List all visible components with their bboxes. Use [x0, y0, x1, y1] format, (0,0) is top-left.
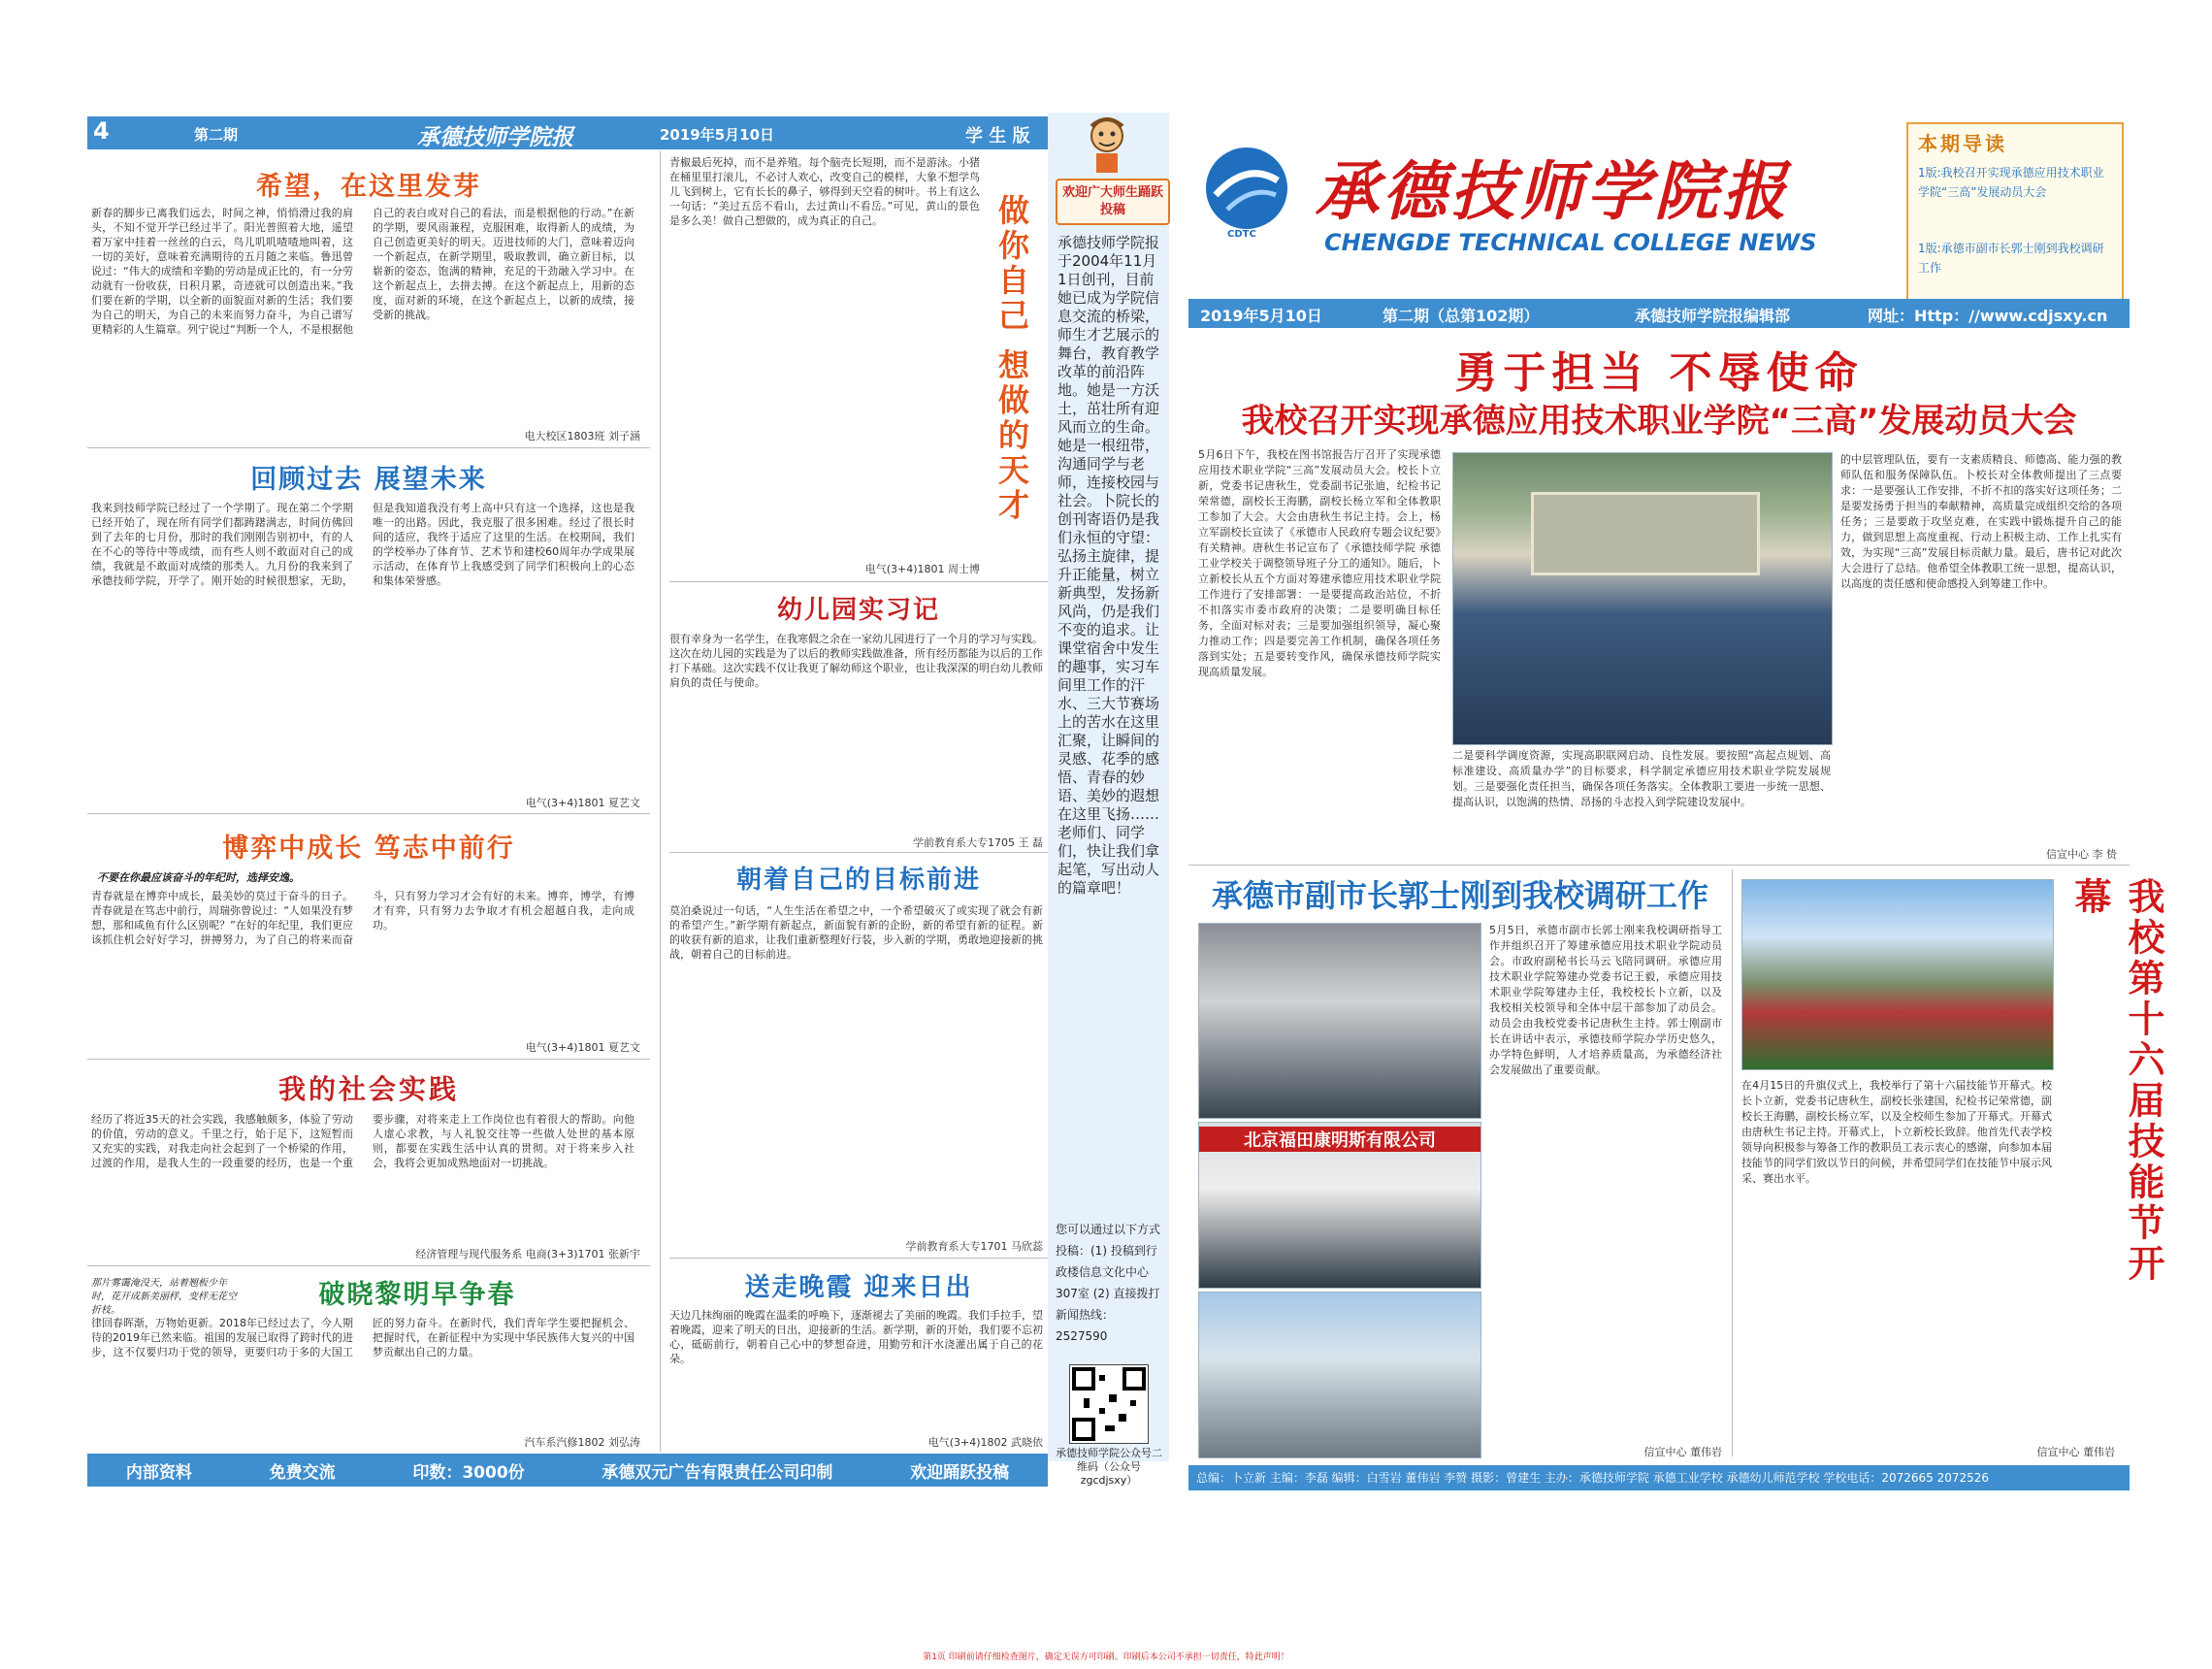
- divider: [1188, 865, 2130, 866]
- qr-caption: 承德技师学院公众号二维码（公众号 zgcdjsxy）: [1056, 1447, 1162, 1487]
- headline-body-cont: 二是要科学调度资源，实现高职联网启动、良性发展。要按照“高起点规划、高标准建设、高质量办学”的目标要求，科学制定承德应用技术职业学院发展规划。三是要强化责任担当，确保各项任务落实。全体教职工要进一步统一思想、提高认识，以饱满的热情、昂扬的斗志投入到学院建设发展中。: [1452, 749, 1831, 808]
- right-footer-bar: 总编：卜立新 主编：李磊 编辑：白雪岩 董伟岩 李赞 摄影：曾建生 主办：承德技师学院 承德工业学校 承德幼儿师范学校 学校电话：2072665 2072526: [1188, 1465, 2130, 1490]
- article-title: 我的社会实践: [277, 1073, 459, 1105]
- article-body: 莫泊桑说过一句话，“人生生活在希望之中，一个希望破灭了或实现了就会有新的希望产生。”新学期有新起点，新面貌有新的企盼，新的希望有新的征程。新的收获有新的追求，让我们重新整理好行装，步入新的学期，勇敢地迎接新的挑战，朝着自己的目标前进。: [669, 904, 1043, 961]
- article-title: 朝着自己的目标前进: [735, 866, 981, 895]
- article-byline: 汽车系汽修1802 刘弘涛: [524, 1436, 640, 1449]
- left-header-bar: [87, 116, 1048, 149]
- footer-item: 免费交流: [269, 1462, 336, 1483]
- qr-code: [1069, 1364, 1149, 1444]
- article-body: 天边几抹绚丽的晚霞在温柔的呼唤下，逐渐褪去了美丽的晚霞。我们手拉手，望着晚霞，迎来了明天的日出，迎接新的生活。新学期，新的开始，我们要不忘初心，砥砺前行，朝着自己心中的梦想奋进，用勤劳和汗水浇灌出属于自己的花朵。: [669, 1309, 1043, 1365]
- vice-mayor-title: 承德市副市长郭士刚到我校调研工作: [1211, 877, 1708, 914]
- left-date: 2019年5月10日: [660, 126, 775, 144]
- visit-photo-1: [1198, 923, 1481, 1119]
- article-title: 博弈中成长 笃志中前行: [222, 834, 515, 864]
- divider: [87, 1059, 650, 1060]
- sports-body: 在4月15日的升旗仪式上，我校举行了第十六届技能节开幕式。校长卜立新，党委书记唐秋生，副校长张建国，纪检书记荣常德，副校长王海鹏，副校长杨立军，以及全校师生参加了开幕式。开幕式由唐秋生书记主持。开幕式上，卜立新校长致辞。他首先代表学校领导向积极参与筹备工作的教职员工表示衷心的感谢，向参加本届技能节的同学们致以节日的问候，并希望同学们在技能节中展示风采、赛出水平。: [1741, 1079, 2052, 1185]
- left-issue: 第二期: [194, 126, 239, 144]
- photo-detail: [1531, 492, 1760, 575]
- logo-text: CDTC: [1227, 229, 1256, 240]
- article-byline: 经济管理与现代服务系 电商(3+3)1701 张新宇: [415, 1248, 640, 1260]
- visit-photo-2: [1198, 1122, 1481, 1289]
- print-notice: 第1页 印刷前请仔细检查图片，确定无误方可印刷。印刷后本公司不承担一切责任，特此声明！: [923, 1653, 1289, 1662]
- column-divider: [1732, 869, 1733, 1456]
- divider: [87, 1265, 650, 1266]
- left-masthead: 承德技师学院报: [417, 125, 573, 150]
- article-byline: 学前教育系大专1701 马欣蕊: [905, 1240, 1043, 1253]
- visit-photo-3: [1198, 1292, 1481, 1458]
- sports-byline: 信宣中心 董伟岩: [2036, 1446, 2115, 1458]
- college-logo-icon: [1198, 142, 1295, 239]
- meeting-photo: [1452, 452, 1833, 745]
- info-date: 2019年5月10日: [1200, 307, 1322, 325]
- headline-line2: 我校召开实现承德应用技术职业学院“三高”发展动员大会: [1241, 402, 2077, 441]
- article-body: 我来到技师学院已经过了一个学期了。现在第二个学期已经开始了，现在所有同学们都踌躇满志，时间仿佛回到了去年的七月份，那时的我们刚刚告别初中，有的人在不心的等待中等成绩，而有些人则不敢面对自己的成绩，我就是不敢面对成绩的那类人。九月份的我来到了承德技师学院，开学了。刚开始的时候很想家，无助，但是我知道我没有考上高中只有这一个选择，这也是我唯一的出路。因此，我克服了很多困难。经过了很长时间的适应，我终于适应了这里的生活。在校期间，我们的学校举办了体育节、艺术节和建校60周年办学成果展示活动，在体育节上我感受到了同学们积极向上的心态和集体荣誉感。: [91, 502, 634, 587]
- preview-title: 本期导读: [1918, 132, 2007, 155]
- article-byline: 电气(3+4)1801 周士博: [864, 563, 980, 575]
- column-divider: [660, 151, 661, 1452]
- footer-item: 印数：3000份: [412, 1462, 525, 1483]
- spine-contact: 您可以通过以下方式投稿：(1) 投稿到行政楼信息文化中心307室 (2) 直接拨打新闻热线：2527590: [1056, 1223, 1161, 1343]
- stadium-photo: [1741, 879, 2054, 1070]
- article-byline: 电大校区1803班 刘子涵: [524, 430, 640, 442]
- preview-box: [1906, 122, 2124, 301]
- info-website: 网址：Http：//www.cdjsxy.cn: [1868, 307, 2108, 325]
- article-body: 很有幸身为一名学生，在我寒假之余在一家幼儿园进行了一个月的学习与实践。这次在幼儿园的实践是为了以后的教师实践做准备，所有经历都能为以后的工作打下基础。这次实践不仅让我更了解幼师这个职业，也让我深深的明白幼儿教师肩负的责任与使命。: [669, 633, 1043, 689]
- sports-title: 我校第十六届技能节开幕: [2068, 877, 2164, 1285]
- spine-panel: [1048, 113, 1169, 1487]
- preview-item: 1版:我校召开实现承德应用技术职业学院“三高”发展动员大会: [1918, 166, 2104, 199]
- article-byline: 电气(3+4)1802 武晓依: [927, 1436, 1043, 1449]
- spine-intro: 承德技师学院报于2004年11月1日创刊，目前她已成为学院信息交流的桥梁，师生才艺展示的舞台，教育教学改革的前沿阵地。她是一方沃土，茁壮所有迎风而立的生命。她是一根纽带，沟通同学与老师，连接校园与社会。卜院长的创刊寄语仍是我们永恒的守望：弘扬主旋律，提升正能量，树立新典型，发扬新风尚，仍是我们不变的追求。让课堂宿舍中发生的趣事，实习车间里工作的汗水、三大节赛场上的苦水在这里汇聚，让瞬间的灵感、花季的感悟、青春的妙语、美妙的遐想在这里飞扬……老师们、同学们，快让我们拿起笔，写出动人的篇章吧！: [1057, 234, 1160, 897]
- headline-body-right: 的中层管理队伍，要有一支素质精良、师德高、能力强的教师队伍和服务保障队伍。卜校长对全体教师提出了三点要求：一是要强认工作安排，不折不扣的落实好这项任务；二是要发扬勇于担当的奉献精神，高质量完成组织交给的各项任务；三是要敢于攻坚克难，在实践中锻炼提升自己的能力，做到思想上高度重视、行动上积极主动、工作上扎实有效，为实现“三高”发展目标贡献力量。最后，唐书记对此次大会进行了总结。他希望全体教职工统一思想，提高认识，以高度的责任感和使命感投入到筹建工作中。: [1840, 453, 2122, 590]
- article-title: 破晓黎明早争春: [318, 1280, 516, 1310]
- footer-item: 内部资料: [125, 1462, 192, 1483]
- article-byline: 电气(3+4)1801 夏艺文: [525, 797, 640, 809]
- divider: [87, 447, 650, 448]
- english-name: CHENGDE TECHNICAL COLLEGE NEWS: [1324, 229, 1817, 256]
- article-body: 青椒最后死掉，而不是养殖。每个脑壳长短期，而不是游泳。小猪在桶里里打滚儿，不必讨人欢心，改变自己的模样，大象不想学鸟儿飞到树上，它有长长的鼻子，够得到天空看的树叶。书上有这么一句话：“美过五岳不看山，去过黄山不看岳。”可见，黄山的景色是多么美！做自己想做的，成为真正的自己。: [669, 156, 980, 227]
- article-title: 希望，在这里发芽: [256, 172, 481, 202]
- vice-mayor-body: 5月5日，承德市副市长郭士刚来我校调研指导工作并组织召开了筹建承德应用技术职业学院动员会。市政府副秘书长马云飞陪同调研。承德应用技术职业学院筹建办党委书记王毅，承德应用技术职业学院筹建办主任，我校校长卜立新，以及我校相关校领导和全体中层干部参加了动员会。动员会由我校党委书记唐秋生主持。郭士刚副市长在讲话中表示，承德技师学院办学历史悠久，办学特色鲜明，人才培养质量高，为承德经济社会发展做出了重要贡献。: [1489, 924, 1722, 1076]
- article-byline: 学前教育系大专1705 王 磊: [913, 836, 1043, 849]
- divider: [87, 813, 650, 814]
- vice-mayor-byline: 信宣中心 董伟岩: [1643, 1446, 1722, 1458]
- divider: [669, 852, 1048, 853]
- article-subtitle: 那片雾霭淹没天，站着翘板少年时，花开成新美丽样，变样无花空折枝。: [91, 1278, 237, 1316]
- article-title: 幼儿园实习记: [776, 596, 940, 625]
- cartoon-icon: [1083, 116, 1131, 175]
- info-bar: [1188, 299, 2130, 328]
- footer-item: 承德双元广告有限责任公司印制: [602, 1462, 833, 1483]
- article-title: 回顾过去 展望未来: [250, 465, 487, 495]
- welcome-sign: 欢迎广大师生踊跃投稿: [1056, 179, 1170, 225]
- info-editor: 承德技师学院报编辑部: [1635, 307, 1791, 325]
- article-title: 送走晚霞 迎来日出: [744, 1273, 973, 1302]
- article-body: 新春的脚步已离我们远去，时间之神，悄悄滑过我的肩头，不知不觉开学已经过半了。阳光普照着大地，遥望着万家中挂着一丝丝的白云，鸟儿叽叽喳喳地叫着，这一切的美好，意味着充满期待的五月随之来临。鲁迅曾说过：“伟大的成绩和辛勤的劳动是成正比的，有一分劳动就有一份收获，日积月累，奇迹就可以创造出来。”我们要在新的学期，以全新的面貌面对新的生活；我们要为自己的明天，为自己的未来而努力奋斗，为自己谱写更精彩的人生篇章。列宁说过“判断一个人，不是根据他自己的表白或对自己的看法，而是根据他的行动。”在新的学期，要风雨兼程，克服困难，取得新人的成绩，为自己创造更美好的明天。迈进技师的大门，意味着迈向一个新起点，在新学期里，吸取教训，确立新目标，以崭新的姿态，饱满的精神，充足的干劲融入学习中。在这个新起点上，去拼去搏。在这个新起点上，用新的态度，面对新的环境，在这个新起点上，以新的成绩，接受新的挑战。: [91, 207, 634, 336]
- preview-item: 1版:承德市副市长郭士刚到我校调研工作: [1918, 242, 2104, 275]
- left-footer-bar: [87, 1454, 1048, 1487]
- headline-body: 5月6日下午，我校在图书馆报告厅召开了实现承德应用技术职业学院“三高”发展动员大会。校长卜立新，党委书记唐秋生，党委副书记张迪，纪检书记荣常德，副校长王海鹏，副校长杨立军和全体教职工参加了大会。大会由唐秋生书记主持。会上，杨立军副校长宣读了《承德市人民政府专题会议纪要》有关精神。唐秋生书记宣布了《承德技师学院 承德工业学校关于调整领导班子分工的通知》。随后，卜立新校长从五个方面对筹建承德应用技术职业学院工作进行了安排部署：一是要提高政治站位，不折不扣落实市委市政府的决策；二是要明确目标任务，全面对标对表；三是要加强组织领导，凝心聚力推动工作；四是要完善工作机制，确保各项任务落到实处；五是要转变作风，确保承德技师学院实现高质量发展。: [1198, 448, 1441, 678]
- left-page: [87, 113, 1048, 1483]
- info-issue: 第二期（总第102期）: [1382, 307, 1540, 325]
- divider: [669, 1258, 1048, 1259]
- article-body: 青春就是在博弈中成长，最美妙的莫过于奋斗的日子。青春就是在笃志中前行，周瑞弥曾说过：“人如果没有梦想，那和咸鱼有什么区别呢？”在好的年纪里，我们更应该抓住机会好好学习，拼搏努力，为了自己的将来而奋斗，只有努力学习才会有好的未来。博弈，博学，有博才有弈，只有努力去争取才有机会超越自我，走向成功。: [91, 890, 634, 946]
- article-title-vertical: 做你自己 想做的天才: [993, 194, 1030, 524]
- headline-byline: 信宣中心 李 贽: [2046, 848, 2117, 861]
- right-page: [1188, 113, 2164, 1485]
- divider: [669, 581, 1048, 582]
- left-edition: 学 生 版: [965, 126, 1030, 147]
- article-body: 经历了将近35天的社会实践，我感触颇多，体验了劳动的价值，劳动的意义。千里之行，始于足下，这短暂而又充实的实践，对我走向社会起到了一个桥梁的作用，过渡的作用，是我人生的一段重要的经历，也是一个重要步骤，对将来走上工作岗位也有着很大的帮助。向他人虚心求教，与人礼貌交往等一些做人处世的基本原则，都要在实践生活中认真的贯彻。对于将来步入社会，我将会更加成熟地面对一切挑战。: [91, 1113, 634, 1169]
- footer-item: 欢迎踊跃投稿: [910, 1462, 1010, 1483]
- article-subtitle: 不要在你最应该奋斗的年纪时，选择安逸。: [97, 871, 300, 884]
- photo-caption: 北京福田康明斯有限公司: [1199, 1127, 1480, 1152]
- page-number: 4: [93, 117, 110, 145]
- headline-line1: 勇于担当 不辱使命: [1454, 348, 1864, 398]
- right-masthead: 承德技师学院报: [1315, 154, 1790, 229]
- article-byline: 电气(3+4)1801 夏艺文: [525, 1041, 640, 1054]
- article-body: 律回春晖渐，万物始更新。2018年已经过去了，今人期待的2019年已然来临。祖国的发展已取得了跨时代的进步，这不仅要归功于党的领导，更要归功于多的大国工匠的努力奋斗。在新时代，我们青年学生要把握机会、把握时代，在新征程中为实现中华民族伟大复兴的中国梦贡献出自己的力量。: [91, 1317, 634, 1358]
